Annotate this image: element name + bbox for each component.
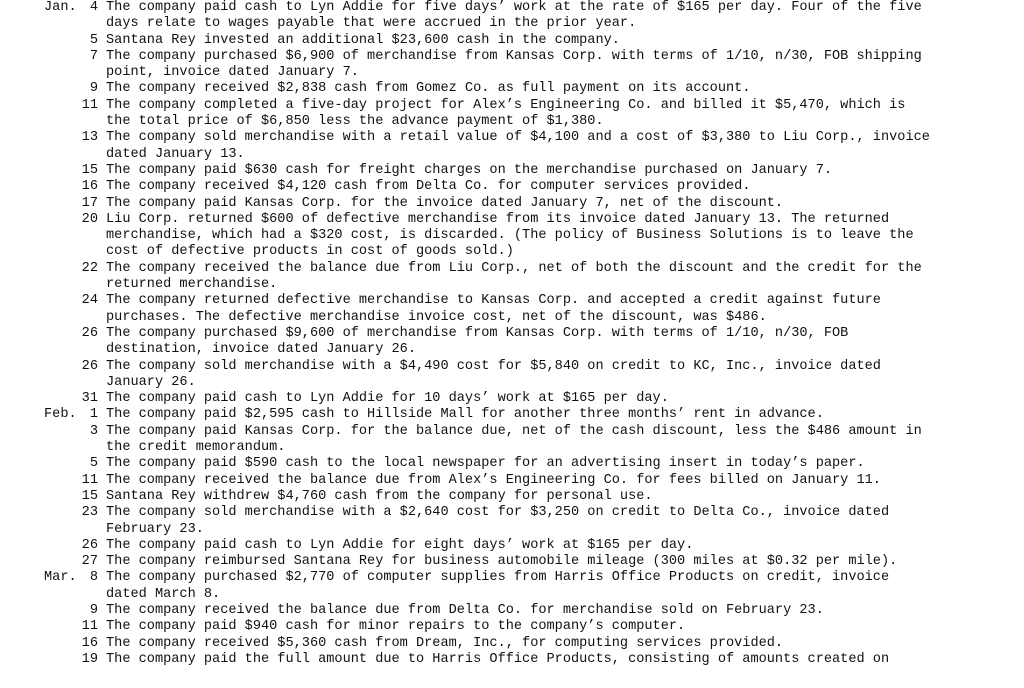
entry-row (0, 359, 1024, 392)
entry-row (0, 212, 1024, 261)
entry-row (0, 163, 1024, 179)
entry-day: 19 (81, 651, 98, 667)
entry-day: 31 (81, 391, 98, 407)
entry-month: Jan. (44, 0, 77, 15)
entry-text: The company paid $630 cash for freight charges on the merchandise purchased on January 7. (106, 162, 833, 178)
entry-row (0, 33, 1024, 49)
entry-month: Mar. (44, 570, 77, 586)
entry-month: Feb. (44, 407, 77, 423)
entry-text: The company paid cash to Lyn Addie for eight days’ work at $165 per day. (106, 537, 694, 553)
entry-day: 11 (81, 472, 98, 488)
entry-day: 11 (81, 97, 98, 113)
entry-day: 4 (89, 0, 98, 15)
entry-text: The company paid $940 cash for minor repairs to the company’s computer. (106, 619, 686, 635)
entry-day: 1 (89, 407, 98, 423)
entry-row (0, 619, 1024, 635)
entry-row (0, 261, 1024, 294)
entry-text: The company received $4,120 cash from Delta Co. for computer services provided. (106, 179, 751, 195)
entry-row (0, 49, 1024, 82)
entry-day: 7 (89, 48, 98, 64)
entry-day: 15 (81, 162, 98, 178)
entry-day: 15 (81, 488, 98, 504)
entry-row (0, 570, 1024, 603)
entry-row (0, 391, 1024, 407)
entry-day: 5 (89, 456, 98, 472)
entry-row (0, 326, 1024, 359)
entry-row (0, 456, 1024, 472)
entry-text: Santana Rey withdrew $4,760 cash from the company for personal use. (106, 488, 653, 504)
entry-text: The company completed a five-day project for Alex’s Engineering Co. and billed it $5,470, which is the total price of $6,850 less the advance payment of $1,380. (106, 97, 906, 130)
entry-text: The company received the balance due from Delta Co. for merchandise sold on February 23. (106, 602, 824, 618)
entry-text: Liu Corp. returned $600 of defective merchandise from its invoice dated January 13. The returned merchandise, which had a $320 cost, is discarded. (The policy of Business Solutions is to leave the cost of defective products in cost of goods sold.) (106, 211, 914, 260)
entry-row (0, 636, 1024, 652)
entry-day: 26 (81, 358, 98, 374)
entry-text: The company paid cash to Lyn Addie for 10 days’ work at $165 per day. (106, 391, 669, 407)
entry-day: 16 (81, 635, 98, 651)
entry-day: 26 (81, 325, 98, 341)
entry-row (0, 554, 1024, 570)
entry-text: The company purchased $2,770 of computer supplies from Harris Office Products on credit, invoice dated March 8. (106, 570, 890, 602)
entry-text: The company paid cash to Lyn Addie for five days’ work at the rate of $165 per day. Four of the five days relate to wages payable that were accrued in the prior year. (106, 0, 922, 32)
entry-row (0, 505, 1024, 538)
entry-text: The company sold merchandise with a retail value of $4,100 and a cost of $3,380 to Liu Corp., invoice dated January 13. (106, 130, 930, 162)
entry-text: The company sold merchandise with a $4,490 cost for $5,840 on credit to KC, Inc., invoice dated January 26. (106, 358, 881, 390)
entry-row (0, 293, 1024, 326)
entry-text: Santana Rey invested an additional $23,600 cash in the company. (106, 32, 620, 48)
entry-row (0, 473, 1024, 489)
entry-text: The company paid the full amount due to Harris Office Products, consisting of amounts created on (106, 651, 890, 667)
entry-day: 17 (81, 195, 98, 211)
entry-row (0, 0, 1024, 33)
entry-text: The company paid Kansas Corp. for the balance due, net of the cash discount, less the $486 amount in the credit memorandum. (106, 423, 922, 456)
entry-day: 22 (81, 260, 98, 276)
entry-row (0, 196, 1024, 212)
entry-day: 8 (89, 570, 98, 586)
entry-day: 13 (81, 130, 98, 146)
entry-text: The company received the balance due from Alex’s Engineering Co. for fees billed on January 11. (106, 472, 881, 488)
entry-text: The company reimbursed Santana Rey for business automobile mileage (300 miles at $0.32 per mile). (106, 554, 898, 570)
entry-day: 3 (89, 423, 98, 439)
entry-text: The company paid $2,595 cash to Hillside Mall for another three months’ rent in advance. (106, 407, 824, 423)
entry-row (0, 489, 1024, 505)
entry-row (0, 652, 1024, 668)
entry-day: 23 (81, 505, 98, 521)
entry-day: 27 (81, 554, 98, 570)
entry-row (0, 603, 1024, 619)
entry-day: 26 (81, 537, 98, 553)
entry-text: The company sold merchandise with a $2,640 cost for $3,250 on credit to Delta Co., invoice dated February 23. (106, 505, 890, 537)
entry-text: The company received the balance due from Liu Corp., net of both the discount and the credit for the returned merchandise. (106, 260, 922, 293)
entry-text: The company received $5,360 cash from Dream, Inc., for computing services provided. (106, 635, 784, 651)
entry-day: 16 (81, 179, 98, 195)
entry-text: The company received $2,838 cash from Gomez Co. as full payment on its account. (106, 81, 751, 97)
entry-row (0, 179, 1024, 195)
entry-day: 11 (81, 619, 98, 635)
entry-day: 20 (81, 211, 98, 227)
entry-day: 9 (89, 81, 98, 97)
entry-row (0, 407, 1024, 423)
entry-day: 5 (89, 32, 98, 48)
entry-row (0, 538, 1024, 554)
entry-row (0, 130, 1024, 163)
entry-day: 24 (81, 293, 98, 309)
entry-text: The company returned defective merchandise to Kansas Corp. and accepted a credit against future purchases. The defective merchandise invoice cost, net of the discount, was $486. (106, 293, 881, 325)
entry-row (0, 98, 1024, 131)
entry-text: The company paid Kansas Corp. for the invoice dated January 7, net of the discount. (106, 195, 784, 211)
entry-row (0, 81, 1024, 97)
entry-text: The company purchased $9,600 of merchandise from Kansas Corp. with terms of 1/10, n/30, FOB destination, invoice dated January 26. (106, 325, 849, 358)
entry-text: The company purchased $6,900 of merchandise from Kansas Corp. with terms of 1/10, n/30, FOB shipping point, invoice dated January 7. (106, 48, 922, 81)
entry-text: The company paid $590 cash to the local newspaper for an advertising insert in today’s paper. (106, 456, 865, 472)
entry-row (0, 424, 1024, 457)
entry-day: 9 (89, 602, 98, 618)
